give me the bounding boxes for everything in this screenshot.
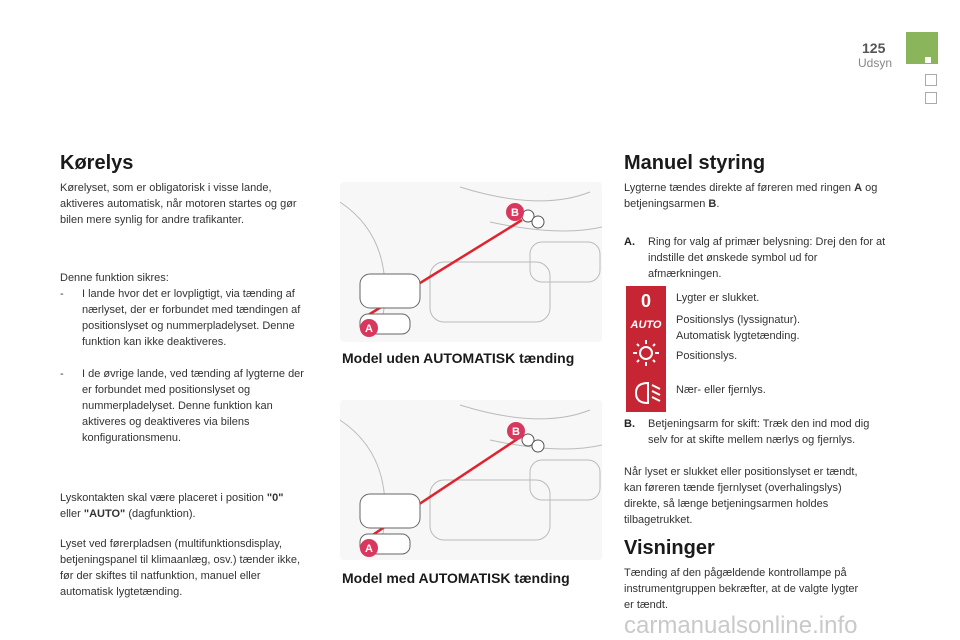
manual-intro	[624, 180, 884, 212]
switch-text: Lyskontakten skal være placeret i position	[60, 492, 264, 504]
item-a-text: Ring for valg af primær belysning: Drej den for at indstille det ønskede symbol ud for afmærkningen.	[648, 236, 886, 280]
marker-a-label: A	[365, 323, 373, 335]
stalk-diagram-with-auto	[340, 400, 602, 560]
dash: -	[60, 368, 64, 380]
condition-item	[60, 366, 315, 446]
chapter-tab	[906, 32, 938, 64]
auto-symbol-icon: AUTO	[630, 319, 662, 331]
position-lights-icon	[626, 336, 666, 370]
label-a: A	[854, 182, 863, 194]
marker-a-label: A	[365, 543, 373, 555]
item-b-text: Betjeningsarm for skift: Træk den ind mod dig selv for at skifte mellem nærlys og fjernlys.	[648, 418, 870, 446]
function-intro: Denne funktion sikres:	[60, 272, 169, 284]
item-b-label: B.	[624, 418, 635, 430]
condition-text: I lande hvor det er lovpligtigt, via tænding af nærlyset, der er forbundet med tændingen af positionslyset og nummerpladelyset. Denne funktion kan ikke deaktiveres.	[82, 288, 301, 348]
caption-without-auto: Model uden AUTOMATISK tænding	[342, 350, 575, 366]
cabin-light-note: Lyset ved førerpladsen (multifunktionsdisplay, betjeningspanel til klimaanlæg, osv.) tænder ikke, før der skiftes til natfunktion, manuel eller automatisk lygtetænding.	[60, 538, 301, 598]
page-number: 125	[862, 40, 886, 56]
switch-text: (dagfunktion).	[128, 508, 196, 520]
section-title-visninger: Visninger	[624, 537, 715, 559]
light-symbols-panel	[626, 286, 666, 412]
item-a-label: A.	[624, 236, 635, 248]
caption-with-auto: Model med AUTOMATISK tænding	[342, 570, 570, 586]
marker-b-label: B	[512, 426, 520, 438]
dipped-main-beam-icon	[626, 375, 666, 411]
empty-box-icon	[925, 92, 937, 104]
state-off: Lygter er slukket.	[676, 292, 760, 304]
stalk-diagram-without-auto	[340, 182, 602, 342]
overtaking-note: Når lyset er slukket eller positionslyset er tændt, kan føreren tænde fjernlyset (overhalingslys) direkte, så længe betjeningsarmen holdes tilbagetrukket.	[624, 466, 858, 526]
visninger-text: Tænding af den pågældende kontrollampe på instrumentgruppen bekræfter, at de valgte lygter er tændt.	[624, 567, 859, 611]
dash: -	[60, 288, 64, 300]
state-auto: Positionslys (lyssignatur). Automatisk lygtetænding.	[676, 314, 801, 342]
condition-text: I de øvrige lande, ved tænding af lygterne der er forbundet med positionslyset og nummerpladelyset. Denne funktion kan aktiveres og deaktiveres via bilens konfigurationsmenu.	[82, 368, 304, 444]
switch-position-note	[60, 490, 320, 522]
intro-end: .	[716, 198, 720, 210]
value-auto: "AUTO"	[83, 508, 126, 520]
watermark: carmanualsonline.info	[624, 612, 858, 639]
condition-item	[60, 286, 315, 350]
off-symbol-icon: 0	[640, 291, 651, 311]
marker-b-label: B	[511, 207, 519, 219]
state-position: Positionslys.	[676, 350, 738, 362]
intro-paragraph: Kørelyset, som er obligatorisk i visse lande, aktiveres automatisk, når motoren startes og gør bilen mere synlig for andre trafikanter.	[60, 182, 297, 226]
intro-text: og betjeningsarmen	[624, 182, 878, 210]
state-beam: Nær- eller fjernlys.	[676, 384, 766, 396]
tab-square-icon	[925, 57, 931, 63]
item-a	[624, 234, 886, 282]
section-title-manuel-styring: Manuel styring	[624, 152, 766, 174]
item-b	[624, 416, 886, 448]
section-name: Udsyn	[858, 56, 893, 70]
section-title-korelys: Kørelys	[60, 152, 134, 174]
label-b: B	[708, 198, 717, 210]
intro-text: Lygterne tændes direkte af føreren med ringen	[624, 182, 852, 194]
empty-box-icon	[925, 74, 937, 86]
switch-text: eller	[60, 508, 81, 520]
value-zero: "0"	[266, 492, 284, 504]
